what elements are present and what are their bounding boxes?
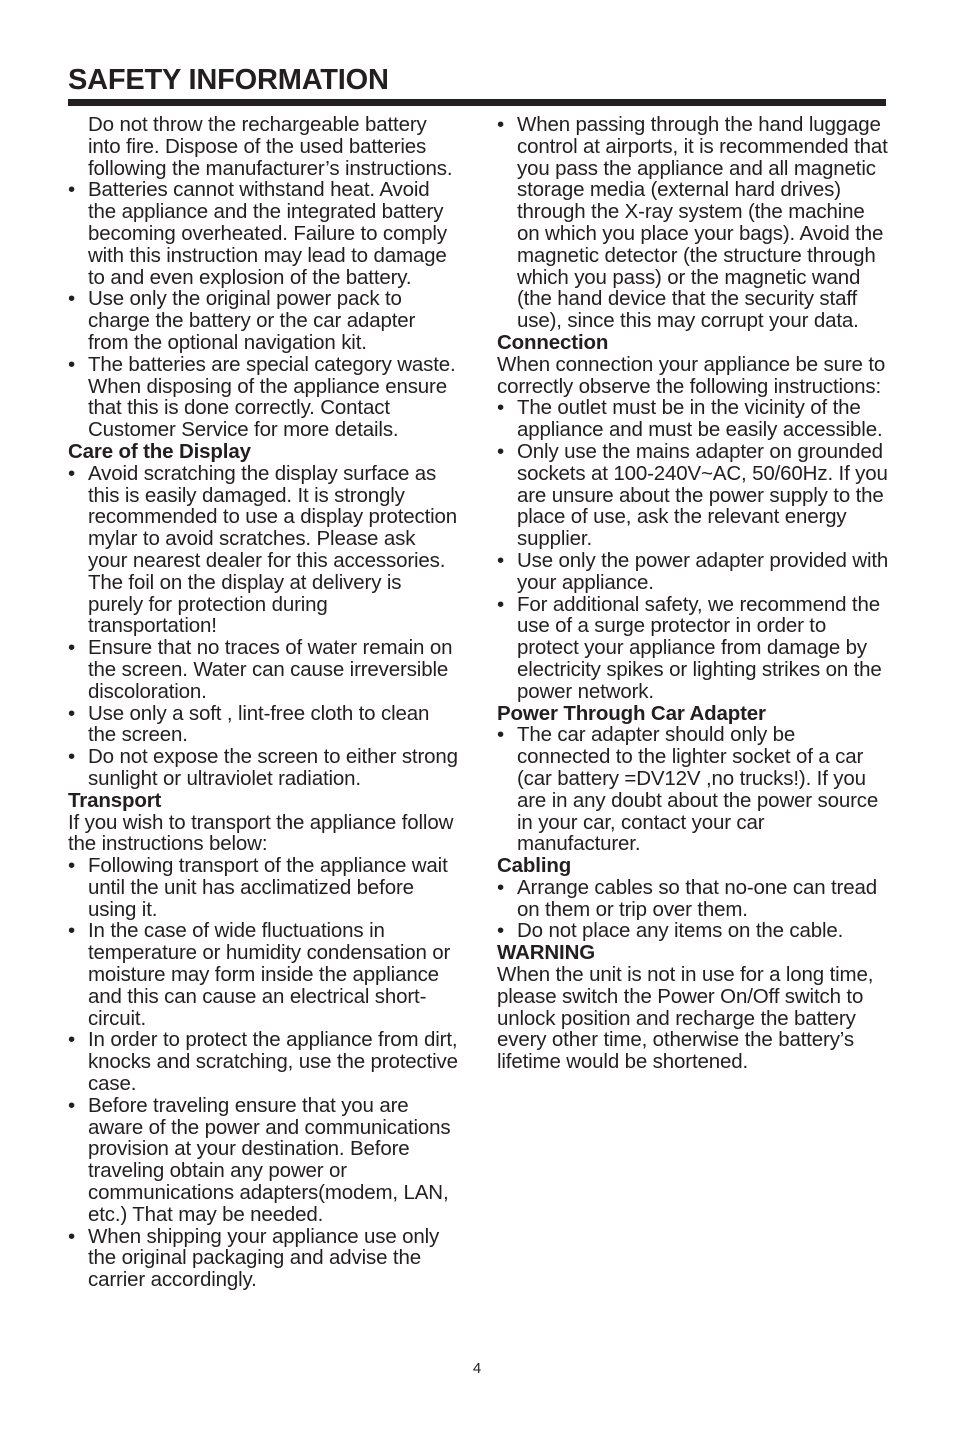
section-heading-warning: WARNING [497, 941, 596, 965]
list-item: • The batteries are special category waste. When disposing of the appliance ensure that this is done correctly. Contact Customer Service for more details. [68, 352, 456, 442]
bullet-icon: • [68, 636, 76, 660]
bullet-icon: • [68, 745, 76, 769]
bullet-icon: • [68, 1093, 76, 1117]
connection-list [497, 397, 889, 702]
list-item: • When shipping your appliance use only the original packaging and advise the carrier accordingly. [68, 1224, 440, 1292]
bullet-icon: • [68, 352, 76, 376]
title-rule [68, 99, 886, 106]
list-item: • Use only a soft , lint-free cloth to clean the screen. [68, 701, 430, 747]
bullet-icon: • [68, 919, 76, 943]
transport-list [68, 855, 460, 1291]
bullet-icon: • [497, 439, 505, 463]
right-column [497, 114, 889, 1073]
bullet-icon: • [68, 178, 76, 202]
car-adapter-list [497, 724, 889, 855]
list-item: • The car adapter should only be connected to the lighter socket of a car (car battery =DV12V ,no trucks!). If you are in any doubt about the power source in your car, contact your car manufacturer. [497, 723, 879, 856]
bullet-icon: • [68, 1028, 76, 1052]
bullet-icon: • [497, 875, 505, 899]
page-number: 4 [472, 1360, 482, 1377]
list-item: • The outlet must be in the vicinity of the appliance and must be easily accessible. [497, 396, 883, 442]
bullet-icon: • [497, 396, 505, 420]
list-item: • Do not expose the screen to either strong sunlight or ultraviolet radiation. [68, 745, 458, 790]
display-list [68, 463, 460, 790]
list-item: • When passing through the hand luggage control at airports, it is recommended that you pass the appliance and all magnetic storage media (external hard drives) through the X-ray system (the machine on which you place your bags). Avoid the magnetic detector (the structure through which you pass) or the magnetic wand (the hand device that the security staff use), since this may corrupt your data. [497, 113, 888, 333]
bullet-icon: • [497, 548, 505, 572]
list-item: • For additional safety, we recommend the use of a surge protector in order to protect your appliance from damage by electricity spikes or lighting strikes on the power network. [497, 592, 882, 703]
list-item: • In order to protect the appliance from dirt, knocks and scratching, use the protective case. [68, 1028, 458, 1096]
list-item: • Following transport of the appliance wait until the unit has acclimatized before using it. [68, 854, 448, 921]
airport-list [497, 114, 889, 332]
bullet-icon: • [68, 287, 76, 311]
section-heading-car-adapter: Power Through Car Adapter [497, 701, 766, 725]
bullet-icon: • [68, 854, 76, 878]
section-heading-cabling: Cabling [497, 854, 572, 878]
list-item: • In the case of wide fluctuations in temperature or humidity condensation or moisture may form inside the appliance and this can cause an electrical short-circuit. [68, 919, 451, 1030]
battery-list [68, 179, 460, 441]
cabling-list [497, 877, 889, 942]
section-heading-transport: Transport [68, 788, 162, 812]
list-item: • Use only the power adapter provided with your appliance. [497, 548, 889, 594]
section-heading-connection: Connection [497, 330, 609, 354]
list-item: • Ensure that no traces of water remain on the screen. Water can cause irreversible discoloration. [68, 636, 453, 703]
list-item: • Arrange cables so that no-one can tread on them or trip over them. [497, 875, 877, 921]
bullet-icon: • [68, 701, 76, 725]
page-title: SAFETY INFORMATION [68, 64, 389, 96]
bullet-icon: • [68, 1224, 76, 1248]
list-item: • Do not place any items on the cable. [497, 919, 844, 943]
bullet-icon: • [497, 723, 505, 747]
connection-intro: When connection your appliance be sure to correctly observe the following instructions: [497, 352, 886, 398]
left-column [68, 114, 460, 1291]
list-item: • Before traveling ensure that you are aware of the power and communications provision at your destination. Before traveling obtain any power or communications adapters(modem, LAN, etc.) That may be needed. [68, 1093, 451, 1226]
list-item: • Avoid scratching the display surface as this is easily damaged. It is strongly recommended to use a display protection mylar to avoid scratches. Please ask your nearest dealer for this accessories. The foil on the display at delivery is purely for protection during transportation! [68, 461, 458, 638]
bullet-icon: • [68, 461, 76, 485]
transport-intro: If you wish to transport the appliance follow the instructions below: [68, 810, 454, 856]
list-item: • Batteries cannot withstand heat. Avoid the appliance and the integrated battery becoming overheated. Failure to comply with this instruction may lead to damage to and even explosion of the battery. [68, 178, 447, 289]
bullet-icon: • [497, 592, 505, 616]
bullet-icon: • [497, 919, 505, 943]
bullet-icon: • [497, 113, 505, 136]
list-item: • Only use the mains adapter on grounded sockets at 100-240V~AC, 50/60Hz. If you are unsure about the power supply to the place of use, ask the relevant energy supplier. [497, 439, 888, 551]
section-heading-display: Care of the Display [68, 439, 251, 463]
battery-intro: Do not throw the rechargeable battery into fire. Dispose of the used batteries following the manufacturer’s instructions. [88, 113, 453, 180]
list-item: • Use only the original power pack to charge the battery or the car adapter from the optional navigation kit. [68, 287, 416, 354]
warning-text: When the unit is not in use for a long time, please switch the Power On/Off switch to unlock position and recharge the battery every other time, otherwise the battery’s lifetime would be shortened. [497, 963, 874, 1074]
